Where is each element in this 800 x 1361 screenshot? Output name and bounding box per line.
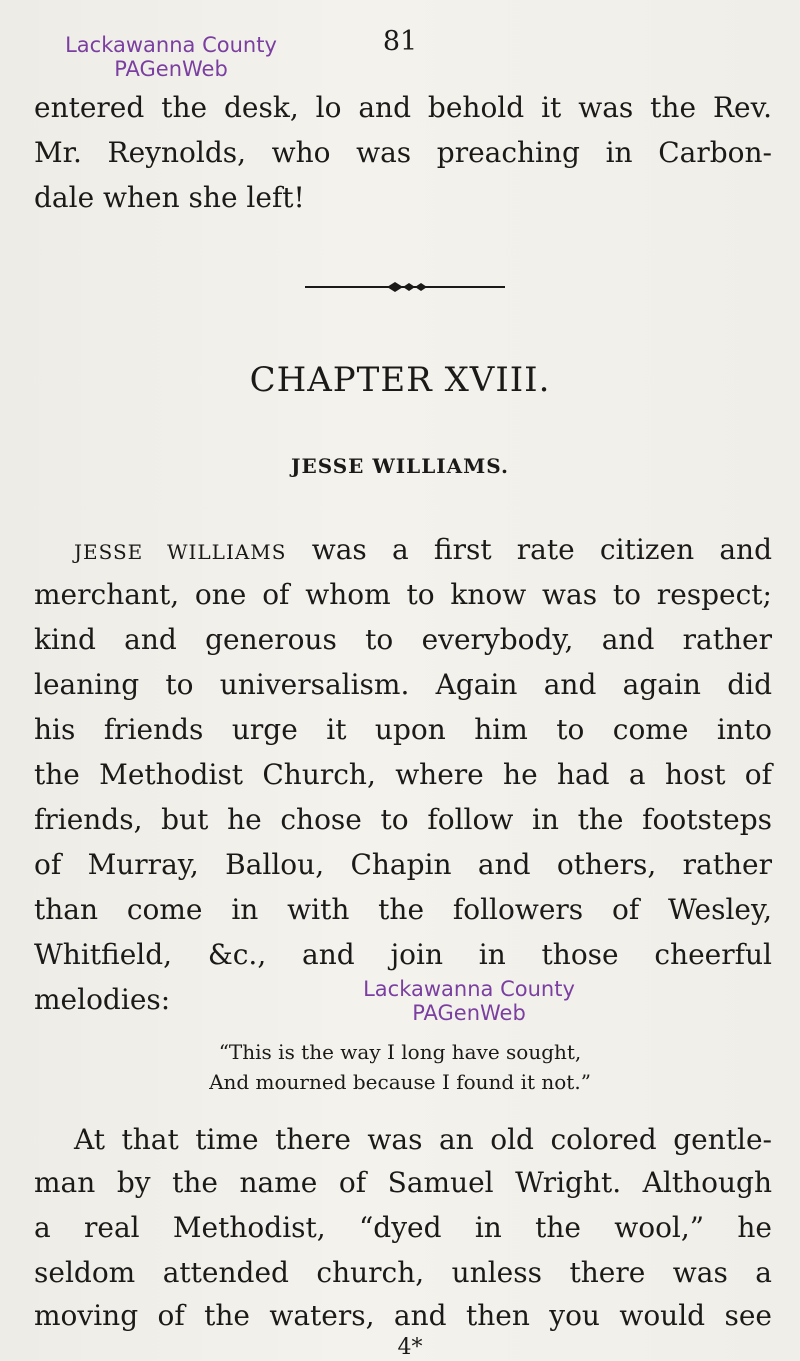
text-line: kind and generous to everybody, and rather (34, 623, 772, 656)
verse-line: “This is the way I long have sought, (218, 1040, 582, 1064)
watermark-line: Lackawanna County (65, 33, 277, 57)
watermark-line: PAGenWeb (412, 1001, 526, 1025)
text-line: seldom attended church, unless there was a (34, 1256, 772, 1289)
paragraph-first-line: At that time there was an old colored gentle- (74, 1123, 772, 1156)
watermark-top (40, 33, 302, 81)
text-line: man by the name of Samuel Wright. Although (34, 1166, 772, 1199)
watermark-middle (334, 977, 604, 1025)
text-line: friends, but he chose to follow in the footsteps (34, 803, 772, 836)
text-line: than come in with the followers of Wesley, (34, 893, 772, 926)
text-line: dale when she left! (34, 181, 305, 214)
verse-line: And mourned because I found it not.” (209, 1070, 591, 1094)
chapter-subtitle: JESSE WILLIAMS. (290, 454, 509, 478)
signature-mark: 4* (397, 1335, 423, 1360)
text-line: a real Methodist, “dyed in the wool,” he (34, 1211, 772, 1244)
paragraph-first-line (74, 530, 772, 572)
text-line: entered the desk, lo and behold it was the Rev. (34, 91, 772, 124)
watermark-line: PAGenWeb (114, 57, 228, 81)
text-line: melodies: (34, 983, 171, 1016)
chapter-title: CHAPTER XVIII. (249, 360, 551, 400)
text-line: his friends urge it upon him to come into (34, 713, 772, 746)
text-line: the Methodist Church, where he had a host of (34, 758, 772, 791)
text-line: Mr. Reynolds, who was preaching in Carbon- (34, 136, 772, 169)
text-line: merchant, one of whom to know was to respect; (34, 578, 772, 611)
text-line: leaning to universalism. Again and again did (34, 668, 772, 701)
page-number: 81 (382, 26, 418, 57)
text-line: of Murray, Ballou, Chapin and others, rather (34, 848, 772, 881)
text-line: moving of the waters, and then you would see (34, 1299, 772, 1332)
text-run: was a first rate citizen and (286, 533, 772, 566)
watermark-line: Lackawanna County (363, 977, 575, 1001)
smallcaps-name: JESSE WILLIAMS (74, 540, 287, 564)
text-line: Whitfield, &c., and join in those cheerful (34, 938, 772, 971)
section-divider-ornament (305, 280, 505, 294)
